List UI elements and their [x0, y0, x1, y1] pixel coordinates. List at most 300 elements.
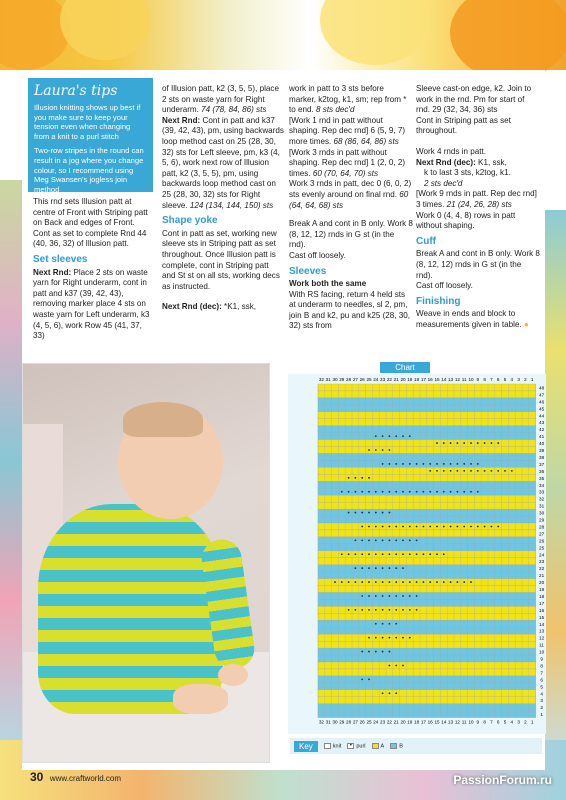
chart-col-label: 22 [386, 719, 392, 725]
purl-stitch [395, 623, 397, 625]
purl-stitch [463, 526, 465, 528]
purl-stitch [457, 442, 459, 444]
purl-stitch [470, 491, 472, 493]
tip-2: Two-row stripes in the round can result in a jog where you change colour, so I recommend using Meg Swansen's jogless join method [34, 146, 144, 194]
purl-stitch [416, 526, 418, 528]
chart-row-label: 41 [539, 434, 545, 440]
purl-stitch [375, 567, 377, 569]
chart-row-label: 15 [539, 614, 545, 620]
label-next-rnd-dec: Next Rnd (dec): [162, 302, 222, 312]
chart-row-label: 25 [539, 545, 545, 551]
purl-stitch [361, 595, 363, 597]
purl-swatch-icon: • [347, 743, 354, 749]
page-number: 30 [30, 770, 44, 784]
chart-row-label: 13 [539, 628, 545, 634]
purl-stitch [450, 581, 452, 583]
col4-para4-text: K1, ssk, [475, 157, 507, 167]
col4-para8: Cast off loosely. [416, 281, 473, 291]
purl-stitch [416, 539, 418, 541]
purl-stitch [395, 581, 397, 583]
chart-row-label: 42 [539, 427, 545, 433]
col3-para1-text: work in patt to 3 sts before marker, k2tog, k1, sm; rep from * to end. [289, 84, 407, 115]
chart-col-label: 30 [332, 719, 338, 725]
col2-para1-text: of Illusion patt, k2 (3, 5, 5), place 2 sts on waste yarn for Right underarm. [162, 84, 279, 115]
chart-row-label: 40 [539, 441, 545, 447]
chart-row-label: 26 [539, 538, 545, 544]
purl-stitch [355, 491, 357, 493]
key-purl [347, 743, 365, 749]
purl-stitch [368, 678, 370, 680]
purl-stitch [389, 567, 391, 569]
chart-row-label: 43 [539, 420, 545, 426]
purl-stitch [470, 470, 472, 472]
purl-stitch [395, 463, 397, 465]
purl-stitch [395, 553, 397, 555]
chart-col-label: 7 [490, 377, 493, 382]
key-label: Key [294, 741, 318, 752]
purl-stitch [409, 581, 411, 583]
chart-col-label: 12 [454, 377, 460, 382]
key-knit-label: knit [332, 743, 342, 750]
knit-swatch-icon [324, 743, 331, 749]
baby-hair-shape [123, 402, 203, 437]
purl-stitch [436, 553, 438, 555]
purl-stitch [375, 435, 377, 437]
purl-stitch [375, 449, 377, 451]
key-a [372, 743, 385, 749]
yarn-header-image [0, 0, 566, 70]
chart-row-label: 34 [539, 482, 545, 488]
purl-stitch [382, 491, 384, 493]
chart-col-label: 30 [332, 377, 338, 382]
purl-stitch [450, 526, 452, 528]
chart-col-label: 13 [448, 719, 454, 725]
chart-col-label: 28 [346, 719, 352, 725]
chart-col-label: 3 [517, 377, 520, 382]
purl-stitch [368, 609, 370, 611]
purl-stitch [470, 526, 472, 528]
chart-col-label: 15 [434, 719, 440, 725]
purl-stitch [382, 609, 384, 611]
purl-stitch [497, 442, 499, 444]
chart-col-label: 24 [373, 719, 379, 725]
key-purl-label: purl [356, 743, 366, 750]
purl-stitch [436, 463, 438, 465]
purl-stitch [484, 526, 486, 528]
purl-stitch [389, 595, 391, 597]
purl-stitch [409, 491, 411, 493]
purl-stitch [443, 442, 445, 444]
purl-stitch [355, 609, 357, 611]
chart-row-label: 20 [539, 580, 545, 586]
chart-row-label: 24 [539, 552, 545, 558]
chart-col-label: 29 [339, 719, 345, 725]
chart-col-label: 21 [393, 719, 399, 725]
column-1 [33, 197, 155, 342]
heading-sleeves: Sleeves [289, 265, 327, 277]
purl-stitch [389, 581, 391, 583]
purl-stitch [409, 526, 411, 528]
purl-stitch [436, 581, 438, 583]
purl-stitch [348, 609, 350, 611]
purl-stitch [375, 512, 377, 514]
yarn-b-swatch-icon [390, 743, 397, 749]
hand-shape [218, 664, 248, 686]
purl-stitch [368, 477, 370, 479]
purl-stitch [389, 526, 391, 528]
chart-col-label: 27 [352, 719, 358, 725]
col3-para3-count: 60 (70, 64, 70) sts [312, 168, 379, 178]
sweater-shape [38, 504, 223, 714]
heading-shape-yoke: Shape yoke [162, 215, 218, 227]
purl-stitch [361, 609, 363, 611]
purl-stitch [450, 463, 452, 465]
col4-para5 [416, 189, 540, 210]
purl-stitch [423, 526, 425, 528]
purl-stitch [389, 435, 391, 437]
purl-stitch [484, 470, 486, 472]
purl-stitch [477, 526, 479, 528]
chart-row-label: 5 [540, 684, 543, 690]
col3-para4-text: Work 3 rnds in patt, dec 0 (6, 0, 2) sts evenly around on final rnd. [289, 179, 412, 199]
chart-col-label: 11 [461, 377, 467, 382]
chart-col-label: 4 [510, 719, 514, 725]
chart-row-label: 12 [539, 635, 545, 641]
purl-stitch [416, 491, 418, 493]
purl-stitch [429, 470, 431, 472]
purl-stitch [457, 463, 459, 465]
purl-stitch [463, 470, 465, 472]
chart-title: Chart [380, 362, 430, 373]
purl-stitch [355, 477, 357, 479]
purl-stitch [355, 539, 357, 541]
purl-stitch [361, 526, 363, 528]
col4-para9-text: Weave in ends and block to measurements given in table. [416, 309, 522, 329]
purl-stitch [368, 512, 370, 514]
chart-row-label: 46 [539, 399, 545, 405]
chart-col-label: 3 [517, 719, 520, 725]
chart-col-label: 16 [427, 377, 433, 382]
label-next-rnd: Next Rnd: [162, 115, 201, 125]
column-4 [416, 84, 540, 330]
page-footer [30, 770, 121, 784]
chart-row-label: 4 [540, 691, 543, 697]
chart-col-label: 18 [414, 719, 420, 725]
chart-row-label: 6 [540, 677, 543, 683]
purl-stitch [389, 491, 391, 493]
col3-para1 [289, 84, 413, 116]
chart-row-label: 1 [540, 712, 543, 718]
chart-row-label: 33 [539, 489, 545, 495]
col2-para2-text: Cont in patt and k37 (39, 42, 43), pm, using backwards loop method cast on 25 (28, 30, 32) sts for Left sleeve, pm, k3 (4, 5, 6), work next row of Illusion patt, k2 (3, 5, 5), pm, using backwards loop method cast on 25 (28, 30, 32) sts for Right sleeve. [162, 115, 284, 210]
purl-stitch [477, 463, 479, 465]
chart-row-label: 10 [539, 649, 545, 655]
purl-stitch [436, 442, 438, 444]
col3-para2-count: 68 (86, 64, 86) sts [333, 136, 399, 146]
chart-col-label: 23 [380, 377, 386, 382]
purl-stitch [409, 539, 411, 541]
chart-col-label: 9 [476, 719, 480, 725]
chart-col-label: 5 [503, 377, 507, 382]
purl-stitch [416, 581, 418, 583]
chart-row-label: 38 [539, 454, 545, 460]
purl-stitch [368, 651, 370, 653]
chart-col-label: 31 [325, 377, 331, 382]
chart-row-label: 18 [539, 593, 545, 599]
col4-para4b: k to last 3 sts, k2tog, k1. [424, 168, 511, 178]
chart-col-label: 9 [476, 377, 480, 382]
key-b-label: B [399, 743, 403, 750]
purl-stitch [382, 539, 384, 541]
chart-row-label: 7 [540, 670, 543, 676]
chart-row-label: 9 [540, 656, 543, 662]
purl-stitch [450, 491, 452, 493]
purl-stitch [348, 477, 350, 479]
purl-stitch [402, 435, 404, 437]
col1-para3 [33, 268, 155, 342]
col2-para2-count: 124 (134, 144, 150) sts [189, 200, 274, 210]
key-b [390, 743, 403, 749]
purl-stitch [368, 526, 370, 528]
chart-row-label: 45 [539, 406, 545, 412]
purl-stitch [497, 470, 499, 472]
purl-stitch [382, 435, 384, 437]
col4-para4 [416, 158, 540, 169]
purl-stitch [470, 581, 472, 583]
purl-stitch [457, 526, 459, 528]
purl-stitch [463, 463, 465, 465]
purl-stitch [389, 692, 391, 694]
chart-col-label: 12 [454, 719, 460, 725]
col4-para6: Work 0 (4, 4, 8) rows in patt without shaping. [416, 210, 516, 231]
purl-stitch [389, 463, 391, 465]
purl-stitch [436, 526, 438, 528]
purl-stitch [429, 553, 431, 555]
chart-col-label: 29 [339, 377, 345, 382]
baby-sweater-photo [22, 363, 270, 763]
purl-stitch [375, 623, 377, 625]
purl-stitch [477, 442, 479, 444]
column-2 [162, 84, 284, 313]
lauras-tips-box [28, 78, 153, 192]
col4-para4-count: 2 sts dec'd [424, 178, 463, 188]
purl-stitch [389, 665, 391, 667]
purl-stitch [389, 637, 391, 639]
purl-stitch [334, 581, 336, 583]
purl-stitch [395, 567, 397, 569]
purl-stitch [402, 595, 404, 597]
col3-para7: With RS facing, return 4 held sts at underarm to needles, sl 2, pm, join B and k2, pu and k25 (28, 30, 32) sts from [289, 289, 411, 331]
purl-stitch [375, 553, 377, 555]
col3-para2 [289, 116, 413, 148]
purl-stitch [457, 470, 459, 472]
col1-para2: Cont as set to complete Rnd 44 (40, 36, 32) of Illusion patt. [33, 228, 147, 249]
purl-stitch [395, 491, 397, 493]
chart-col-label: 10 [468, 377, 474, 382]
purl-stitch [395, 435, 397, 437]
col3-para2-text: [Work 1 rnd in patt without shaping. Rep dec rnd] 6 (5, 9, 7) more times. [289, 115, 406, 146]
chart-col-label: 24 [373, 377, 379, 382]
purl-stitch [395, 609, 397, 611]
purl-stitch [389, 553, 391, 555]
tips-title: Laura's tips [34, 83, 118, 99]
chart-row-label: 44 [539, 413, 545, 419]
chart-col-label: 14 [441, 719, 447, 725]
chart-row-label: 36 [539, 468, 545, 474]
purl-stitch [409, 463, 411, 465]
illusion-chart [288, 374, 546, 734]
chart-row-label: 16 [539, 607, 545, 613]
chart-row-label: 2 [540, 705, 543, 711]
purl-stitch [470, 463, 472, 465]
purl-stitch [361, 491, 363, 493]
purl-stitch [395, 665, 397, 667]
col2-para4 [162, 302, 284, 313]
purl-stitch [389, 512, 391, 514]
purl-stitch [348, 491, 350, 493]
column-3 [289, 84, 413, 332]
chart-col-label: 25 [366, 377, 372, 382]
heading-finishing: Finishing [416, 295, 461, 307]
chart-col-label: 19 [407, 377, 413, 382]
purl-stitch [355, 581, 357, 583]
chart-row-label: 37 [539, 461, 545, 467]
purl-stitch [402, 637, 404, 639]
chart-row-label: 14 [539, 621, 545, 627]
col4-para5-text: [Work 9 rnds in patt. Rep dec rnd] 3 times. [416, 189, 537, 209]
chart-col-label: 16 [427, 719, 433, 725]
purl-stitch [443, 463, 445, 465]
purl-stitch [395, 526, 397, 528]
purl-stitch [368, 539, 370, 541]
chart-col-label: 14 [441, 377, 447, 382]
leg-shape [173, 684, 228, 714]
purl-stitch [389, 651, 391, 653]
chart-col-label: 26 [359, 719, 365, 725]
purl-stitch [429, 526, 431, 528]
purl-stitch [443, 553, 445, 555]
purl-stitch [375, 526, 377, 528]
col4-para3: Work 4 rnds in patt. [416, 146, 487, 156]
col3-para6: Cast off loosely. [289, 250, 346, 260]
chart-col-label: 6 [496, 377, 500, 382]
purl-stitch [368, 637, 370, 639]
purl-stitch [395, 539, 397, 541]
subheading-work-both: Work both the same [289, 279, 367, 289]
chart-col-label: 4 [510, 377, 514, 382]
purl-stitch [484, 442, 486, 444]
chart-row-label: 32 [539, 496, 545, 502]
chart-row-label: 47 [539, 392, 545, 398]
chart-row-label: 21 [539, 573, 545, 579]
purl-stitch [491, 470, 493, 472]
purl-stitch [375, 637, 377, 639]
chart-col-label: 2 [524, 377, 527, 382]
chart-col-label: 8 [483, 377, 486, 382]
purl-stitch [450, 470, 452, 472]
purl-stitch [355, 567, 357, 569]
purl-stitch [409, 637, 411, 639]
col4-para2: Cont in Striping patt as set throughout. [416, 115, 511, 136]
purl-stitch [382, 692, 384, 694]
purl-stitch [491, 526, 493, 528]
purl-stitch [368, 491, 370, 493]
purl-stitch [382, 581, 384, 583]
purl-stitch [361, 539, 363, 541]
purl-stitch [341, 581, 343, 583]
purl-stitch [429, 463, 431, 465]
purl-stitch [355, 553, 357, 555]
chart-col-label: 6 [496, 719, 500, 725]
purl-stitch [389, 539, 391, 541]
purl-stitch [382, 595, 384, 597]
purl-stitch [463, 581, 465, 583]
purl-stitch [361, 651, 363, 653]
chart-key [290, 738, 542, 754]
purl-stitch [423, 463, 425, 465]
purl-stitch [361, 512, 363, 514]
end-mark-icon: ● [523, 319, 529, 329]
purl-stitch [436, 491, 438, 493]
purl-stitch [382, 512, 384, 514]
purl-stitch [402, 539, 404, 541]
purl-stitch [402, 665, 404, 667]
chart-row-label: 31 [539, 503, 545, 509]
chart-row-label: 48 [539, 385, 545, 391]
chart-row-label: 30 [539, 510, 545, 516]
chart-row-label: 19 [539, 587, 545, 592]
purl-stitch [389, 449, 391, 451]
purl-stitch [382, 463, 384, 465]
purl-stitch [409, 609, 411, 611]
chart-col-label: 26 [359, 377, 365, 382]
purl-stitch [416, 595, 418, 597]
col4-para7: Break A and cont in B only. Work 8 (8, 12, 12) rnds in G st (in the rnd). [416, 249, 540, 280]
chart-col-label: 13 [448, 377, 454, 382]
purl-stitch [355, 512, 357, 514]
purl-stitch [402, 526, 404, 528]
purl-stitch [341, 491, 343, 493]
col3-para3 [289, 148, 413, 180]
purl-stitch [341, 553, 343, 555]
purl-stitch [429, 491, 431, 493]
purl-stitch [382, 637, 384, 639]
chart-col-label: 28 [346, 377, 352, 382]
purl-stitch [375, 609, 377, 611]
chart-col-label: 11 [461, 719, 467, 725]
col3-para4 [289, 179, 413, 211]
purl-stitch [361, 553, 363, 555]
purl-stitch [382, 526, 384, 528]
chart-row-label: 29 [539, 517, 545, 523]
purl-stitch [443, 581, 445, 583]
yarn-right-image [544, 210, 566, 770]
purl-stitch [368, 553, 370, 555]
purl-stitch [382, 553, 384, 555]
chart-col-label: 17 [420, 719, 426, 725]
purl-stitch [423, 491, 425, 493]
col3-para4-count: 60 (64, 64, 68) sts [289, 189, 409, 210]
chart-col-label: 20 [400, 377, 406, 382]
purl-stitch [443, 526, 445, 528]
col2-para3: Cont in patt as set, working new sleeve sts in Striping patt as set throughout. Once Illusion patt is complete, cont in Striping patt and St st on all sts, working decs as instructed. [162, 228, 280, 291]
purl-stitch [457, 491, 459, 493]
purl-stitch [375, 539, 377, 541]
chart-col-label: 19 [407, 719, 413, 725]
chart-row-label: 11 [539, 642, 544, 648]
chart-row-label: 22 [539, 566, 545, 572]
chart-col-label: 1 [530, 377, 534, 382]
